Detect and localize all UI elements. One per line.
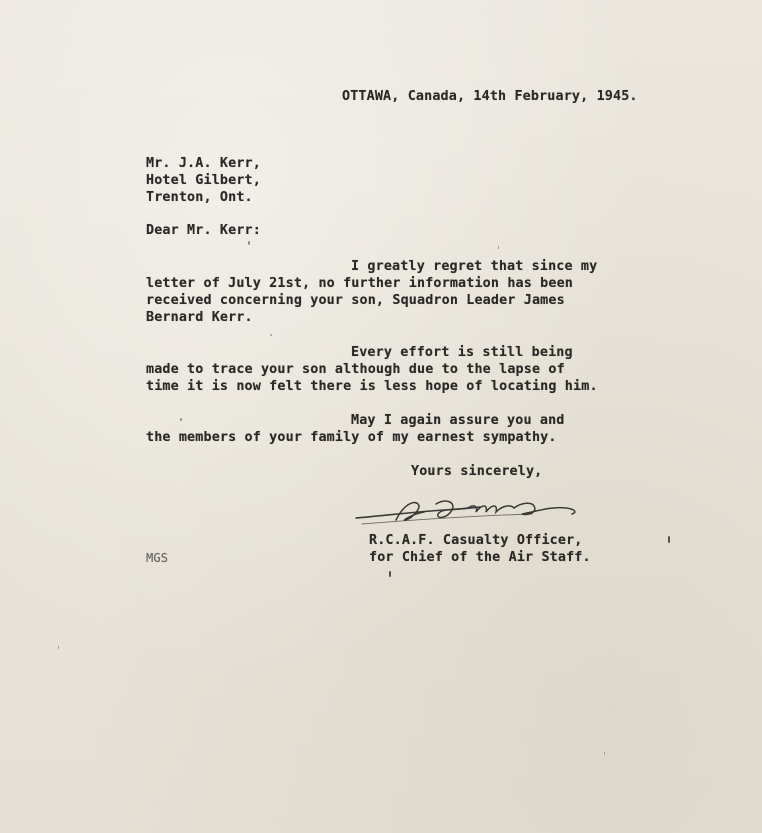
paper-speck — [58, 646, 59, 649]
typist-initials: MGS — [146, 551, 169, 565]
recipient-address-line: Hotel Gilbert, — [146, 173, 261, 188]
paper-speck — [604, 752, 605, 755]
paper-speck — [498, 246, 499, 249]
paragraph-1-line-4: Bernard Kerr. — [146, 310, 253, 325]
signature-title-line-2: for Chief of the Air Staff. — [369, 550, 591, 565]
paragraph-2-line-2: made to trace your son although due to the lapse of — [146, 362, 565, 377]
paragraph-1-line-2: letter of July 21st, no further information has been — [146, 276, 574, 291]
recipient-name: Mr. J.A. Kerr, — [146, 156, 261, 171]
paragraph-1-line-3: received concerning your son, Squadron Leader James — [146, 293, 565, 308]
paper-speck — [270, 334, 272, 336]
paragraph-1-line-1: I greatly regret that since my — [351, 259, 598, 274]
closing: Yours sincerely, — [411, 464, 543, 479]
paper-speck — [389, 571, 391, 577]
paper-speck — [180, 418, 182, 421]
handwritten-signature — [352, 494, 584, 534]
recipient-city-line: Trenton, Ont. — [146, 190, 253, 205]
paragraph-3-line-1: May I again assure you and — [351, 413, 565, 428]
paper-speck — [668, 536, 670, 543]
salutation: Dear Mr. Kerr: — [146, 223, 261, 238]
paragraph-3-line-2: the members of your family of my earnest sympathy. — [146, 430, 557, 445]
date-line: OTTAWA, Canada, 14th February, 1945. — [342, 89, 638, 104]
paragraph-2-line-3: time it is now felt there is less hope of locating him. — [146, 379, 598, 394]
paper-speck — [248, 241, 250, 245]
paragraph-2-line-1: Every effort is still being — [351, 345, 573, 360]
signature-title-line-1: R.C.A.F. Casualty Officer, — [369, 533, 583, 548]
